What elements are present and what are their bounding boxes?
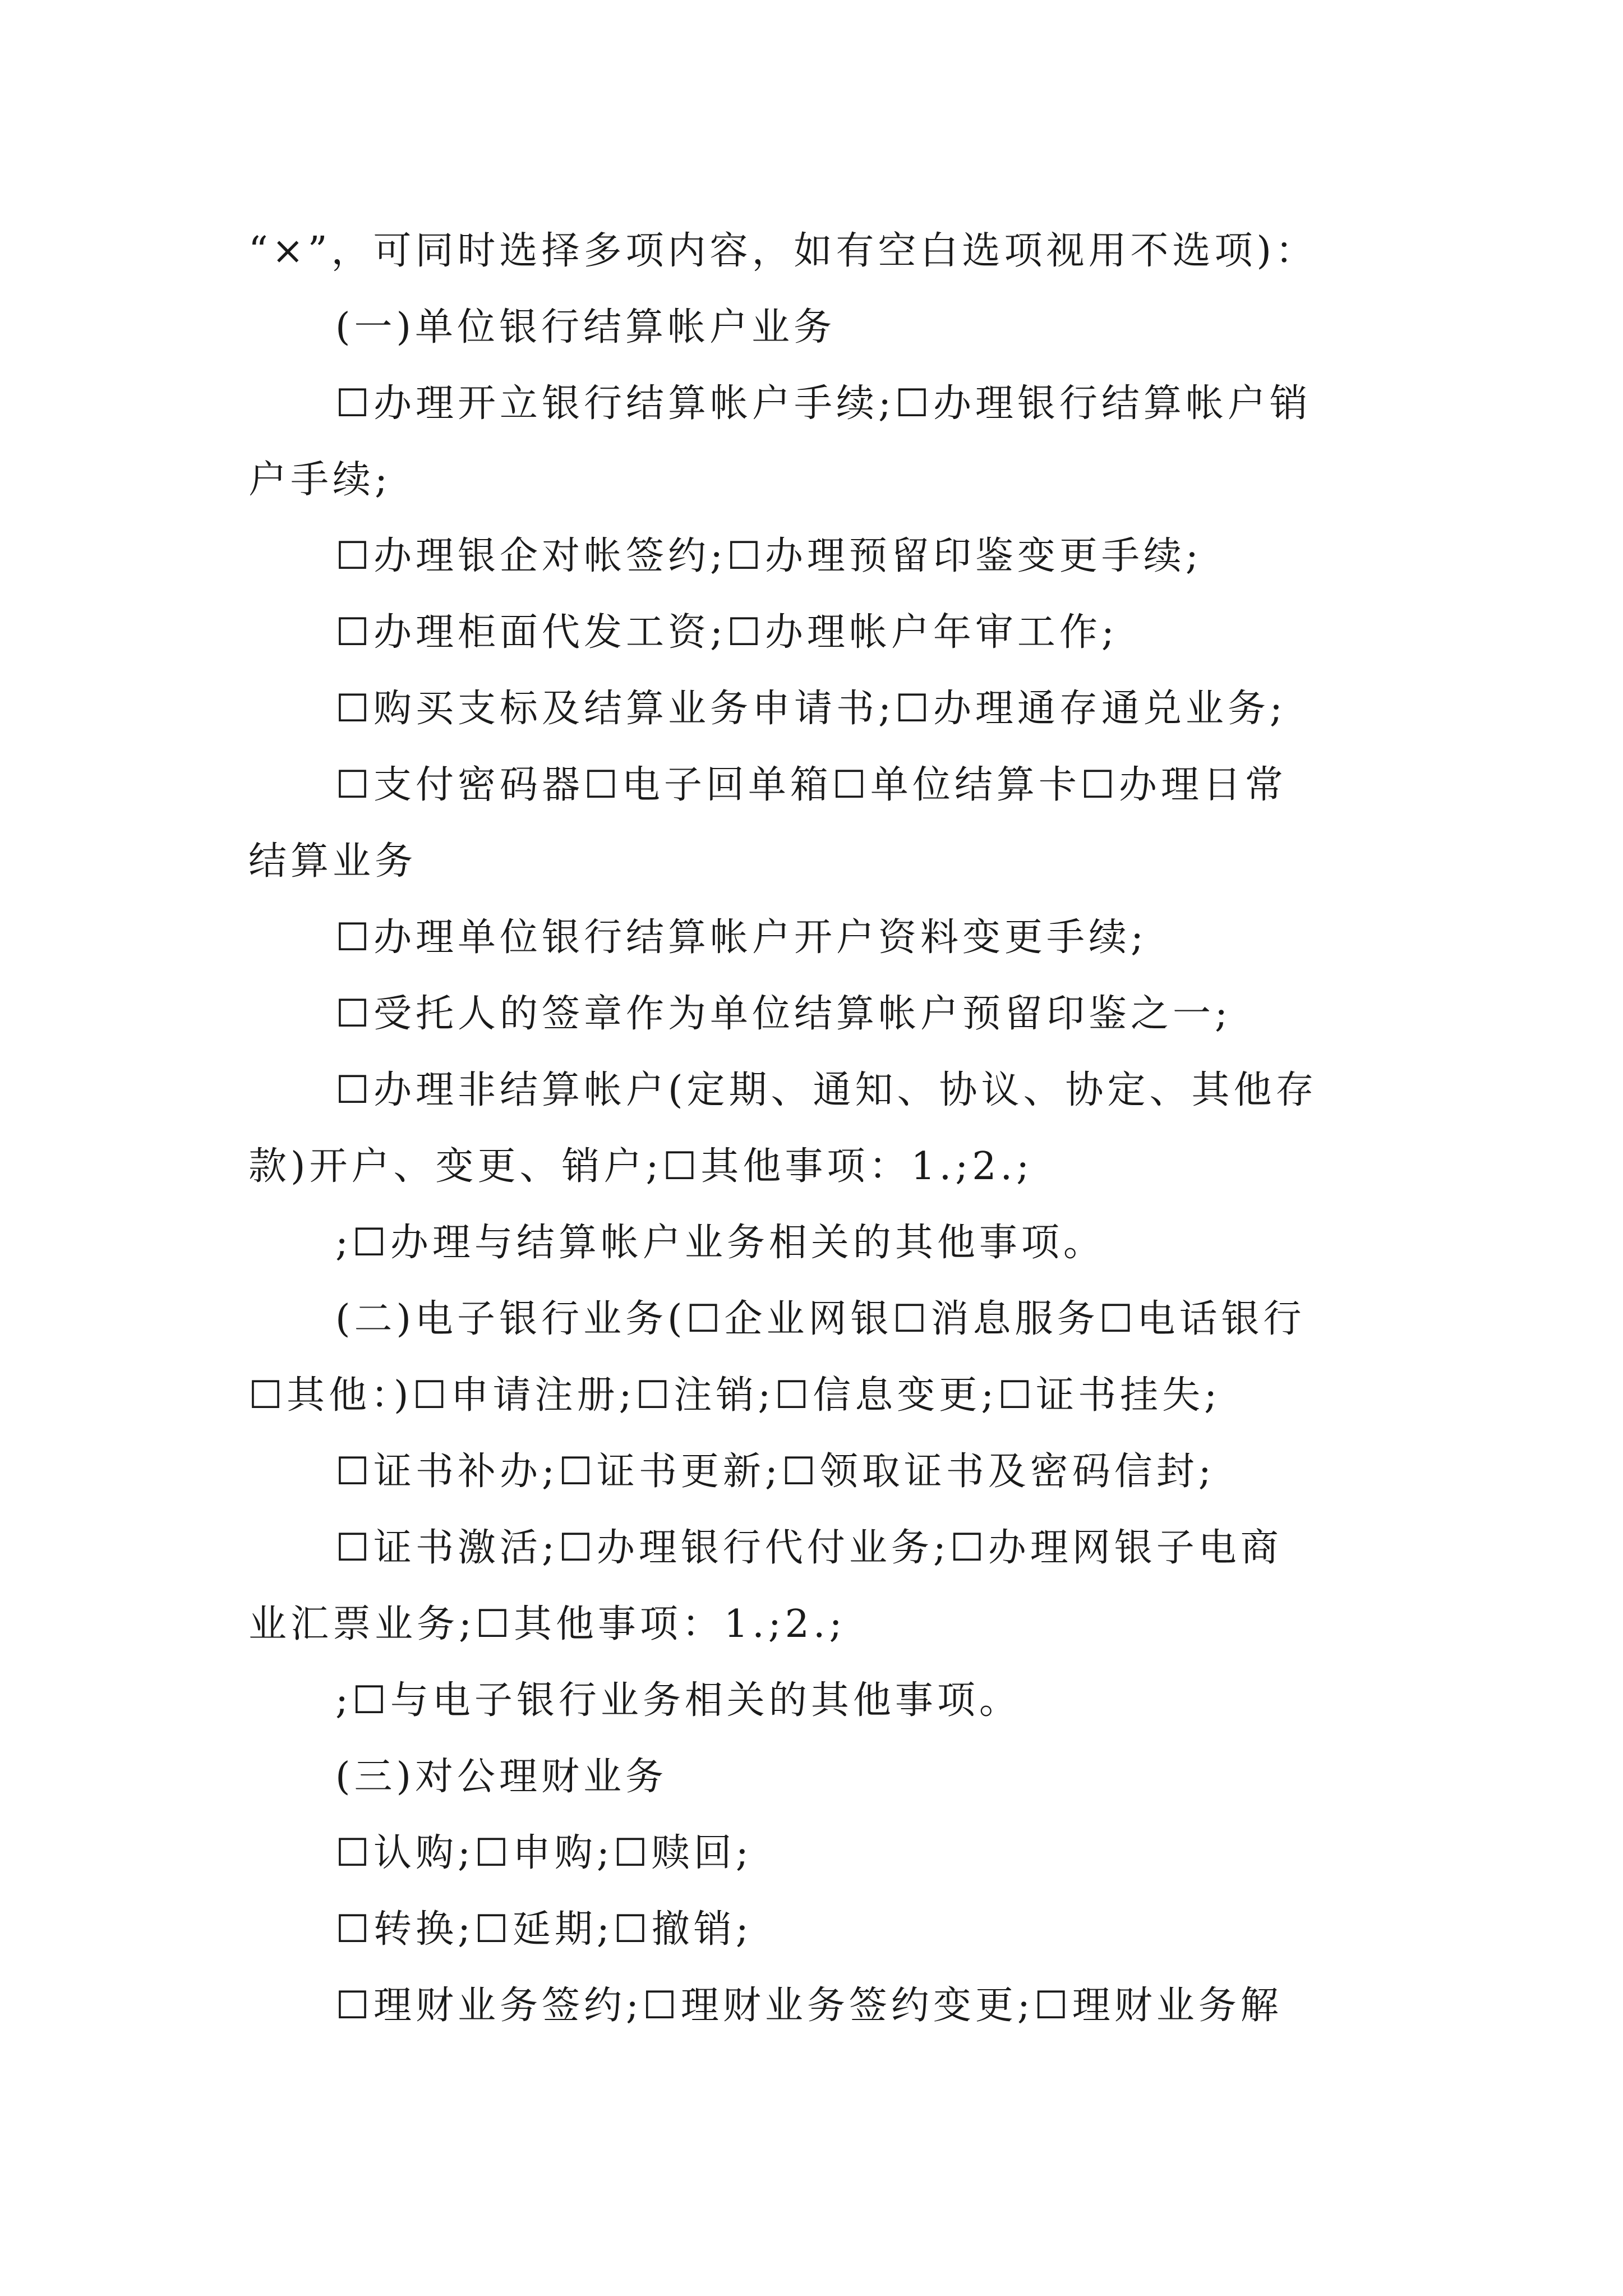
section-heading-2: (二)电子银行业务(☐企业网银☐消息服务☐电话银行 <box>335 1297 1306 1341</box>
section-heading-3: (三)对公理财业务 <box>335 1755 668 1799</box>
text-line: 结算业务 <box>248 839 417 884</box>
text-line: ☐办理开立银行结算帐户手续;☐办理银行结算帐户销 <box>335 381 1312 426</box>
text-line: ☐办理单位银行结算帐户开户资料变更手续; <box>335 915 1147 960</box>
text-line: ☐办理银企对帐签约;☐办理预留印鉴变更手续; <box>335 534 1202 578</box>
text-line: 户手续; <box>248 458 391 502</box>
text-line: “×”，可同时选择多项内容，如有空白选项视用不选项)： <box>248 229 1318 273</box>
text-line: ☐办理柜面代发工资;☐办理帐户年审工作; <box>335 610 1118 655</box>
text-line: 款)开户、变更、销户;☐其他事项：1.;2.; <box>248 1144 1033 1189</box>
text-line: 业汇票业务;☐其他事项：1.;2.; <box>248 1602 846 1646</box>
text-line: ☐购买支标及结算业务申请书;☐办理通存通兑业务; <box>335 687 1287 731</box>
text-line: ☐认购;☐申购;☐赎回; <box>335 1831 753 1875</box>
text-line: ☐转换;☐延期;☐撤销; <box>335 1907 753 1952</box>
text-line: ☐其他：)☐申请注册;☐注销;☐信息变更;☐证书挂失; <box>248 1373 1221 1418</box>
section-heading-1: (一)单位银行结算帐户业务 <box>335 305 836 349</box>
text-line: ;☐办理与结算帐户业务相关的其他事项。 <box>335 1221 1105 1265</box>
text-line: ☐受托人的签章作为单位结算帐户预留印鉴之一; <box>335 992 1232 1036</box>
text-line: ☐理财业务签约;☐理财业务签约变更;☐理财业务解 <box>335 1984 1283 2028</box>
text-line: ☐证书补办;☐证书更新;☐领取证书及密码信封; <box>335 1450 1215 1494</box>
text-line: ☐办理非结算帐户(定期、通知、协议、协定、其他存 <box>335 1068 1318 1112</box>
text-line: ☐证书激活;☐办理银行代付业务;☐办理网银子电商 <box>335 1526 1283 1570</box>
document-body <box>248 213 1376 2044</box>
text-line: ☐支付密码器☐电子回单箱☐单位结算卡☐办理日常 <box>335 763 1287 807</box>
text-line: ;☐与电子银行业务相关的其他事项。 <box>335 1678 1021 1723</box>
